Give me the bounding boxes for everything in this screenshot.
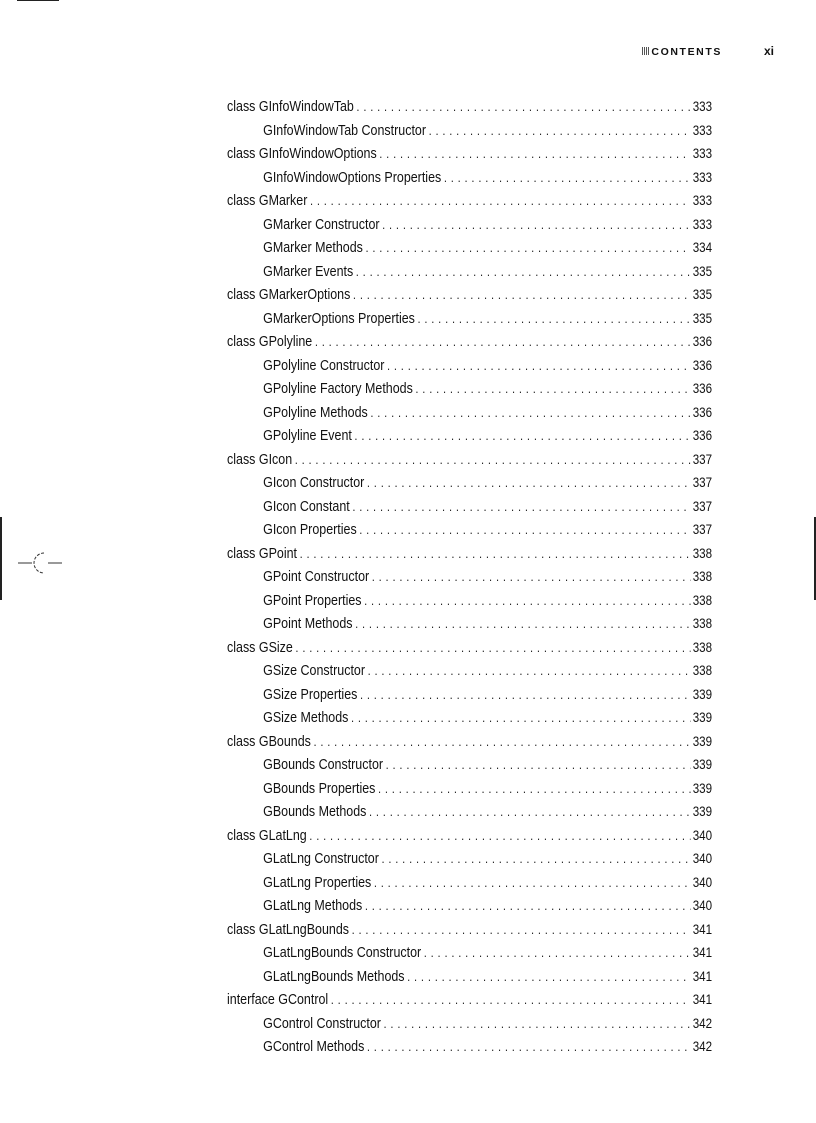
- toc-subentry[interactable]: [227, 569, 712, 593]
- toc-entry[interactable]: [227, 334, 712, 358]
- page-number: xi: [763, 44, 774, 58]
- toc-entry-page: 337: [692, 522, 713, 537]
- toc-entry[interactable]: [227, 99, 712, 123]
- toc-entry-title: GLatLngBounds Methods: [263, 968, 405, 985]
- toc-entry-page: 336: [692, 357, 713, 373]
- toc-entry-title: GPoint Properties: [263, 592, 362, 609]
- toc-entry-page: 341: [692, 921, 713, 937]
- toc-entry-title: class GSize: [227, 639, 293, 656]
- toc-entry-page: 340: [692, 898, 713, 913]
- toc-subentry[interactable]: [227, 969, 712, 993]
- toc-dot-leader: [331, 992, 690, 1007]
- toc-entry-title: GMarker Methods: [263, 240, 363, 256]
- toc-dot-leader: [444, 170, 690, 185]
- toc-entry-page: 338: [692, 592, 713, 608]
- toc-entry-title: GSize Methods: [263, 710, 349, 726]
- toc-entry-title: GIcon Constant: [263, 498, 350, 515]
- toc-entry-page: 340: [692, 827, 713, 843]
- toc-subentry[interactable]: [227, 945, 712, 969]
- toc-entry-title: class GInfoWindowTab: [227, 99, 354, 115]
- toc-dot-leader: [353, 287, 690, 302]
- toc-dot-leader: [367, 1039, 690, 1054]
- toc-dot-leader: [352, 499, 690, 514]
- toc-entry-page: 336: [692, 381, 713, 396]
- toc-entry-page: 335: [692, 263, 713, 279]
- toc-subentry[interactable]: [227, 593, 712, 617]
- toc-entry-page: 342: [692, 1039, 713, 1054]
- toc-entry-page: 336: [692, 404, 713, 420]
- toc-subentry[interactable]: [227, 898, 712, 922]
- toc-entry-title: class GLatLng: [227, 827, 307, 844]
- toc-dot-leader: [370, 405, 690, 420]
- toc-entry-title: GBounds Properties: [263, 780, 376, 797]
- toc-entry[interactable]: [227, 828, 712, 852]
- toc-entry-page: 339: [692, 710, 713, 725]
- toc-entry-title: GSize Constructor: [263, 663, 366, 679]
- section-label: CONTENTS: [651, 46, 722, 58]
- toc-entry-title: GLatLng Constructor: [263, 851, 379, 867]
- toc-entry-page: 337: [692, 451, 713, 467]
- toc-entry-title: GLatLngBounds Constructor: [263, 945, 422, 961]
- toc-dot-leader: [295, 640, 690, 655]
- toc-dot-leader: [366, 240, 691, 255]
- toc-dot-leader: [364, 593, 690, 608]
- toc-entry-title: GInfoWindowOptions Properties: [263, 169, 442, 186]
- toc-entry[interactable]: [227, 640, 712, 664]
- toc-subentry[interactable]: [227, 499, 712, 523]
- toc-entry-page: 341: [692, 992, 713, 1007]
- toc-subentry[interactable]: [227, 381, 712, 405]
- toc-entry-page: 338: [692, 545, 713, 561]
- toc-entry-page: 333: [692, 122, 713, 138]
- toc-dot-leader: [407, 969, 690, 984]
- toc-subentry[interactable]: [227, 123, 712, 147]
- toc-entry-page: 340: [692, 874, 713, 890]
- toc-subentry[interactable]: [227, 710, 712, 734]
- toc-subentry[interactable]: [227, 311, 712, 335]
- toc-entry-title: GPolyline Methods: [263, 404, 368, 421]
- toc-entry[interactable]: [227, 193, 712, 217]
- toc-entry-title: GBounds Methods: [263, 804, 367, 820]
- toc-entry-page: 338: [692, 639, 713, 655]
- toc-entry-title: GSize Properties: [263, 686, 358, 703]
- toc-dot-leader: [382, 217, 690, 232]
- toc-entry-page: 336: [692, 334, 713, 349]
- toc-entry-page: 338: [692, 616, 713, 631]
- toc-entry-title: GPoint Constructor: [263, 569, 370, 585]
- toc-dot-leader: [310, 193, 690, 208]
- binding-mark-left: [0, 517, 2, 600]
- toc-entry[interactable]: [227, 992, 712, 1016]
- toc-dot-leader: [387, 358, 690, 373]
- toc-subentry[interactable]: [227, 170, 712, 194]
- toc-entry-title: GPolyline Constructor: [263, 357, 385, 374]
- header-ornament-icon: [642, 47, 649, 55]
- toc-dot-leader: [360, 687, 690, 702]
- toc-entry-page: 338: [692, 569, 713, 584]
- toc-subentry[interactable]: [227, 240, 712, 264]
- toc-subentry[interactable]: [227, 217, 712, 241]
- toc-entry-title: GPolyline Factory Methods: [263, 381, 413, 397]
- toc-subentry[interactable]: [227, 428, 712, 452]
- toc-entry-title: class GBounds: [227, 733, 311, 750]
- toc-dot-leader: [378, 781, 690, 796]
- toc-dot-leader: [372, 569, 690, 584]
- toc-entry-page: 338: [692, 663, 713, 678]
- toc-dot-leader: [300, 546, 691, 561]
- toc-entry-title: interface GControl: [227, 992, 329, 1008]
- toc-entry-page: 335: [692, 310, 713, 326]
- toc-entry-title: GPolyline Event: [263, 428, 352, 444]
- toc-entry-page: 333: [692, 146, 713, 161]
- toc-entry-page: 341: [692, 968, 713, 984]
- toc-entry[interactable]: [227, 734, 712, 758]
- toc-entry-page: 339: [692, 804, 713, 819]
- registration-mark-icon: [18, 550, 62, 576]
- toc-entry-page: 334: [692, 240, 713, 255]
- toc-subentry[interactable]: [227, 663, 712, 687]
- toc-dot-leader: [384, 1016, 691, 1031]
- toc-entry-page: 333: [692, 193, 713, 208]
- toc-entry-title: class GLatLngBounds: [227, 921, 350, 938]
- toc-subentry[interactable]: [227, 757, 712, 781]
- toc-subentry[interactable]: [227, 804, 712, 828]
- toc-entry-page: 340: [692, 851, 713, 866]
- toc-entry-page: 333: [692, 216, 713, 232]
- toc-subentry[interactable]: [227, 687, 712, 711]
- toc-subentry[interactable]: [227, 264, 712, 288]
- toc-entry[interactable]: [227, 546, 712, 570]
- toc-subentry[interactable]: [227, 851, 712, 875]
- toc-dot-leader: [381, 851, 690, 866]
- toc-entry-page: 336: [692, 428, 713, 443]
- toc-entry-page: 339: [692, 757, 713, 772]
- toc-entry-title: GMarker Events: [263, 263, 354, 280]
- toc-entry-page: 333: [692, 99, 713, 114]
- toc-subentry[interactable]: [227, 875, 712, 899]
- toc-entry-title: GBounds Constructor: [263, 757, 384, 773]
- toc-subentry[interactable]: [227, 358, 712, 382]
- running-header: [642, 44, 774, 58]
- toc-subentry[interactable]: [227, 1016, 712, 1040]
- toc-dot-leader: [356, 264, 690, 279]
- toc-dot-leader: [351, 710, 690, 725]
- table-of-contents: [227, 99, 712, 1063]
- toc-dot-leader: [365, 898, 690, 913]
- toc-dot-leader: [429, 123, 691, 138]
- toc-entry[interactable]: [227, 452, 712, 476]
- toc-entry-title: GPoint Methods: [263, 616, 353, 632]
- toc-dot-leader: [367, 475, 690, 490]
- toc-entry[interactable]: [227, 287, 712, 311]
- toc-dot-leader: [359, 522, 690, 537]
- toc-entry-page: 335: [692, 287, 713, 302]
- toc-entry-page: 339: [692, 780, 713, 796]
- toc-dot-leader: [309, 828, 690, 843]
- toc-entry-title: class GIcon: [227, 451, 293, 468]
- toc-entry-title: class GMarkerOptions: [227, 287, 351, 303]
- toc-dot-leader: [417, 311, 690, 326]
- toc-subentry[interactable]: [227, 1039, 712, 1063]
- toc-dot-leader: [352, 922, 691, 937]
- toc-entry-title: GInfoWindowTab Constructor: [263, 122, 426, 139]
- toc-dot-leader: [368, 663, 691, 678]
- toc-entry-page: 337: [692, 475, 713, 490]
- toc-entry-page: 339: [692, 686, 713, 702]
- toc-subentry[interactable]: [227, 475, 712, 499]
- toc-entry-page: 339: [692, 733, 713, 749]
- toc-dot-leader: [355, 616, 690, 631]
- toc-dot-leader: [313, 734, 690, 749]
- toc-dot-leader: [356, 99, 690, 114]
- toc-dot-leader: [374, 875, 690, 890]
- crop-mark-top-left: [17, 0, 59, 1]
- toc-entry-title: GControl Methods: [263, 1039, 365, 1055]
- toc-subentry[interactable]: [227, 405, 712, 429]
- toc-entry-title: GLatLng Methods: [263, 898, 363, 914]
- toc-dot-leader: [354, 428, 690, 443]
- toc-entry-page: 333: [692, 169, 713, 185]
- toc-entry-title: GControl Constructor: [263, 1015, 381, 1032]
- toc-entry-title: class GPoint: [227, 545, 298, 562]
- toc-subentry[interactable]: [227, 522, 712, 546]
- toc-entry-title: class GInfoWindowOptions: [227, 146, 377, 162]
- toc-dot-leader: [379, 146, 690, 161]
- toc-entry-page: 342: [692, 1015, 713, 1031]
- toc-entry-title: GIcon Properties: [263, 522, 357, 538]
- toc-dot-leader: [369, 804, 690, 819]
- toc-dot-leader: [415, 381, 690, 396]
- toc-entry-page: 337: [692, 498, 713, 514]
- toc-dot-leader: [386, 757, 691, 772]
- toc-entry-title: GMarkerOptions Properties: [263, 310, 415, 327]
- toc-entry[interactable]: [227, 922, 712, 946]
- toc-entry[interactable]: [227, 146, 712, 170]
- toc-subentry[interactable]: [227, 616, 712, 640]
- toc-entry-title: class GMarker: [227, 193, 308, 209]
- toc-subentry[interactable]: [227, 781, 712, 805]
- toc-entry-title: GIcon Constructor: [263, 475, 365, 491]
- toc-dot-leader: [424, 945, 690, 960]
- toc-entry-title: GLatLng Properties: [263, 874, 372, 891]
- toc-entry-title: GMarker Constructor: [263, 216, 380, 233]
- toc-dot-leader: [315, 334, 690, 349]
- toc-entry-title: class GPolyline: [227, 334, 313, 350]
- toc-entry-page: 341: [692, 945, 713, 960]
- toc-dot-leader: [295, 452, 690, 467]
